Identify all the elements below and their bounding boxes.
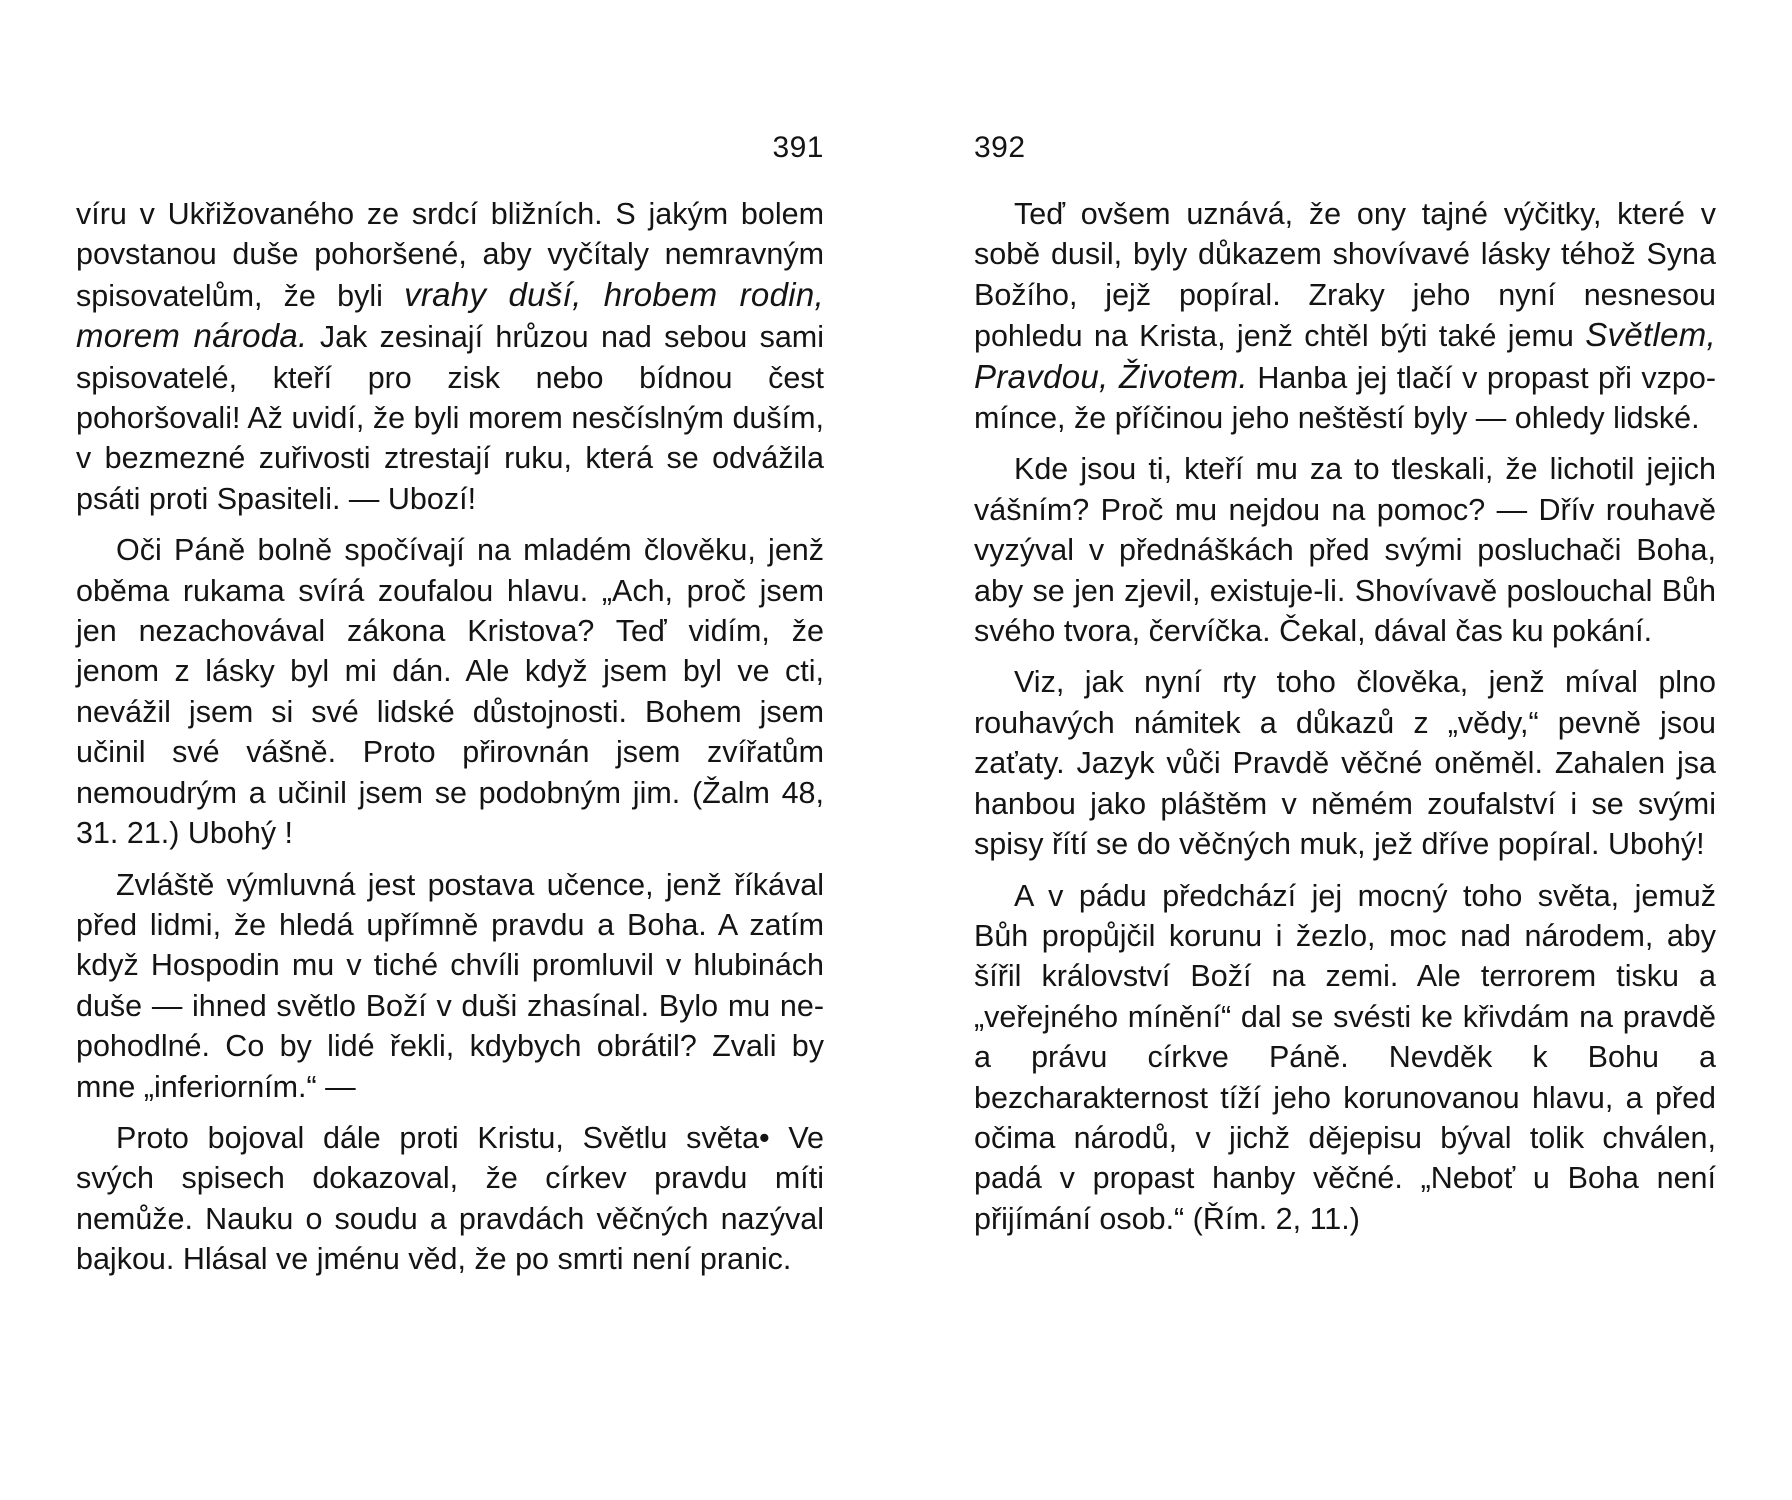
paragraph bbox=[974, 662, 1716, 864]
paragraph bbox=[974, 194, 1716, 438]
text-run: Kde jsou ti, kteří mu za to tleskali, že lichotil jejich vášním? Proč mu nejdou na pomoc? — Dřív rouhavě vyzýval v přednáškách před svými posluchači Boha, aby se jen zjevil, existuje-li. Shovívavě poslouchal Bůh svého tvora, červíčka. Čekal, dával čas ku pokání. bbox=[974, 452, 1716, 649]
text-column bbox=[76, 194, 824, 1291]
text-run: Hanba jej tlačí v propast při vzpomínce, že příčinou jeho neštěstí byly — ohledy lidské. bbox=[974, 360, 1716, 436]
left-page bbox=[76, 0, 824, 1500]
text-run: Viz, jak nyní rty toho člověka, jenž míval plno rouhavých námitek a důkazů z „vědy,“ pevně jsou zaťaty. Jazyk vůči Pravdě věčné oněměl. Zahalen jsa hanbou jako pláštěm v němém zoufalství i se svými spisy řítí se do věčných muk, jež dříve popíral. Ubohý! bbox=[974, 665, 1716, 862]
text-run: Oči Páně bolně spočívají na mladém člověku, jenž oběma rukama svírá zoufalou hlavu. „Ach, proč jsem jen nezachovával zákona Kristova? Teď vidím, že jenom z lásky byl mi dán. Ale když jsem byl ve cti, nevážil jsem si své lidské důstojnosti. Bohem jsem učinil své vášně. Proto přirovnán jsem zvířatům nemoudrým a učinil jsem se podobným jim. (Žalm 48, 31. 21.) Ubohý ! bbox=[76, 533, 824, 851]
paragraph bbox=[76, 1118, 824, 1280]
italic-phrase: Světlem, Pravdou, Životem. bbox=[974, 316, 1716, 395]
text-run: Jak zesinají hrůzou nad sebou sami spisovatelé, kteří pro zisk nebo bídnou čest pohoršovali! Až uvidí, že byli morem nesčíslným duším, v bezmezné zuřivosti ztrestají ruku, která se odvážila psáti proti Spasiteli. — Ubozí! bbox=[76, 320, 824, 516]
text-column bbox=[974, 194, 1716, 1250]
paragraph bbox=[76, 530, 824, 853]
right-page bbox=[974, 0, 1716, 1500]
text-run: víru v Ukřižovaného ze srdcí bližních. S jakým bolem povstanou duše pohoršené, aby vyčítaly nemravným spisovatelům, že byli bbox=[76, 197, 824, 313]
page-number: 391 bbox=[772, 131, 824, 164]
text-run: Proto bojoval dále proti Kristu, Světlu světa• Ve svých spisech dokazoval, že církev pravdu míti nemůže. Nauku o soudu a pravdách věčných nazýval bajkou. Hlásal ve jménu věd, že po smrti není pranic. bbox=[76, 1120, 824, 1277]
text-run: Teď ovšem uznává, že ony tajné výčitky, které v sobě dusil, byly důkazem shovívavé lásky téhož Syna Božího, jejž popíral. Zraky jeho nyní nesnesou pohledu na Krista, jenž chtěl býti také jemu bbox=[974, 197, 1716, 354]
paragraph bbox=[76, 194, 824, 519]
text-run: A v pádu předchází jej mocný toho světa, jemuž Bůh propůjčil korunu i žezlo, moc nad národem, aby šířil království Boží na zemi. Ale terrorem tisku a „veřejného mínění“ dal se svésti ke křivdám na pravdě a právu církve Páně. Nevděk k Bohu a bezcharakternost tíží jeho korunovanou hlavu, a před očima národů, v jichž dějepisu býval tolik chválen, padá v propast hanby věčné. „Neboť u Boha není přijímání osob.“ (Řím. 2, 11.) bbox=[974, 878, 1716, 1236]
page-number: 392 bbox=[974, 131, 1026, 164]
italic-phrase: vrahy duší, hrobem rodin, morem národa. bbox=[76, 275, 824, 355]
paragraph bbox=[974, 876, 1716, 1240]
paragraph bbox=[974, 449, 1716, 651]
paragraph bbox=[76, 865, 824, 1107]
text-run: Zvláště výmluvná jest postava učence, jenž říkával před lidmi, že hledá upřímně pravdu a Boha. A zatím když Hospodin mu v tiché chvíli promluvil v hlubinách duše — ihned světlo Boží v duši zhasínal. Bylo mu nepohodlné. Co by lidé řekli, kdybych obrátil? Zvali by mne „inferiorním.“ — bbox=[76, 867, 824, 1104]
